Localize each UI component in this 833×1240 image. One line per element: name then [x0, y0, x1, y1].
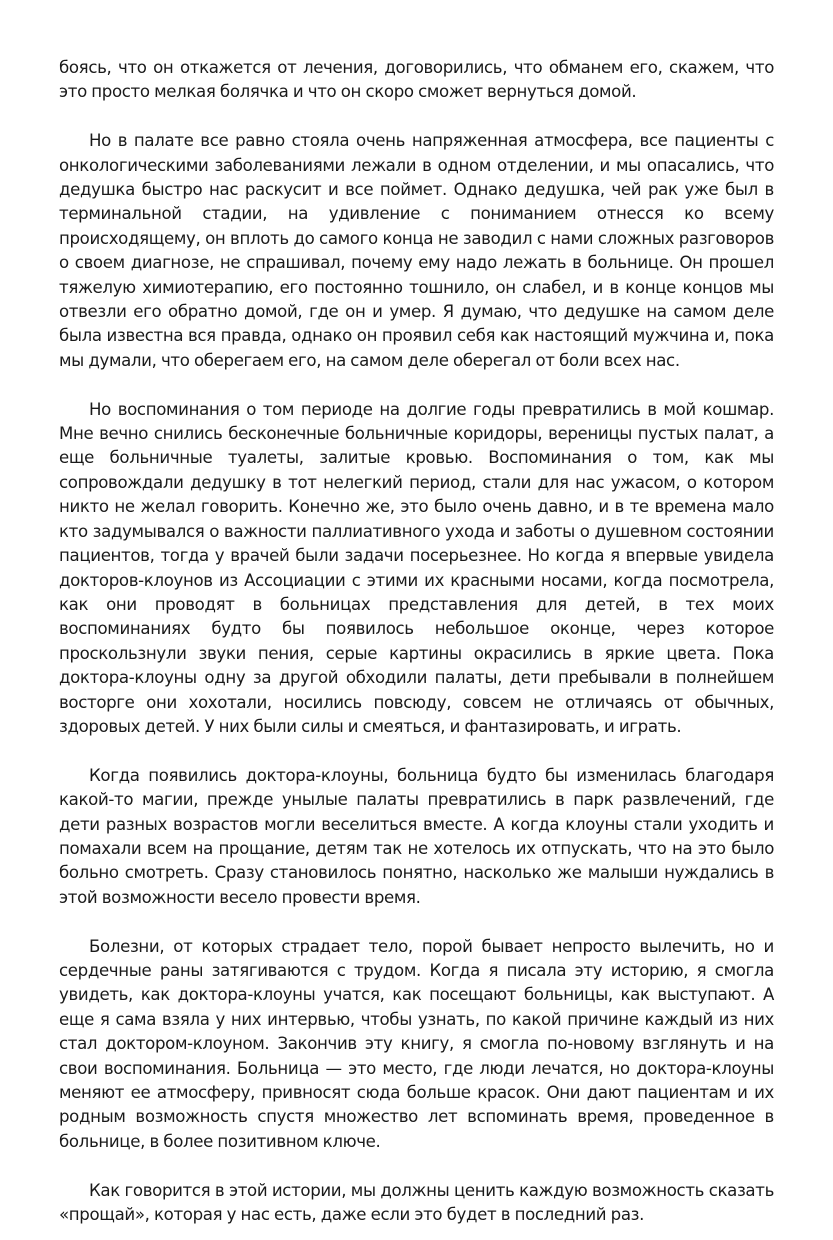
paragraph-3: Но воспоминания о том периоде на долгие годы превратились в мой кошмар. Мне вечно снились бесконечные больничные коридоры, вереницы пустых палат, а еще больничные туалеты, залитые кровью. Воспоминания о том, как мы сопровождали дедушку в тот нелегкий период, стали для нас ужасом, о котором никто не желал говорить. Конечно же, это было очень давно, и в те времена мало кто задумывался о важности паллиативного ухода и заботы о душевном состоянии пациентов, тогда у врачей были задачи посерьезнее. Но когда я впервые увидела докторов-клоунов из Ассоциации с этими их красными носами, когда посмотрела, как они проводят в больницах представления для детей, в тех моих воспоминаниях будто бы появилось небольшое оконце, через которое проскользнули звуки пения, серые картины окрасились в яркие цвета. Пока доктора-клоуны одну за другой обходили палаты, дети пребывали в полнейшем восторге они хохотали, носились повсюду, совсем не отличаясь от обычных, здоровых детей. У них были силы и смеяться, и фантазировать, и играть.	[59, 399, 774, 736]
paragraph-4: Когда появились доктора-клоуны, больница будто бы изменилась благодаря какой-то магии, прежде унылые палаты превратились в парк развлечений, где дети разных возрастов могли веселиться вместе. А когда клоуны стали уходить и помахали всем на прощание, детям так не хотелось их отпускать, что на это было больно смотреть. Сразу становилось понятно, насколько же малыши нуждались в этой возможности весело провести время.	[59, 765, 774, 907]
paragraph-5: Болезни, от которых страдает тело, порой бывает непросто вылечить, но и сердечные раны затягиваются с трудом. Когда я писала эту историю, я смогла увидеть, как доктора-клоуны учатся, как посещают больницы, как выступают. А еще я сама взяла у них интервью, чтобы узнать, по какой причине каждый из них стал доктором-клоуном. Закончив эту книгу, я смогла по-новому взглянуть и на свои воспоминания. Больница — это место, где люди лечатся, но доктора-клоуны меняют ее атмосферу, привносят сюда больше красок. Они дают пациентам и их родным возможность спустя множество лет вспоминать время, проведенное в больнице, в более позитивном ключе.	[59, 936, 774, 1151]
document-page	[59, 56, 774, 1227]
paragraph-6: Как говорится в этой истории, мы должны ценить каждую возможность сказать «прощай», которая у нас есть, даже если это будет в последний раз.	[59, 1180, 774, 1225]
paragraph-2: Но в палате все равно стояла очень напряженная атмосфера, все пациенты с онкологическими заболеваниями лежали в одном отделении, и мы опасались, что дедушка быстро нас раскусит и все поймет. Однако дедушка, чей рак уже был в терминальной стадии, на удивление с пониманием отнесся ко всему происходящему, он вплоть до самого конца не заводил с нами сложных разговоров о своем диагнозе, не спрашивал, почему ему надо лежать в больнице. Он прошел тяжелую химиотерапию, его постоянно тошнило, он слабел, и в конце концов мы отвезли его обратно домой, где он и умер. Я думаю, что дедушке на самом деле была известна вся правда, однако он проявил себя как настоящий мужчина и, пока мы думали, что оберегаем его, на самом деле оберегал от боли всех нас.	[59, 131, 774, 370]
paragraph-1: боясь, что он откажется от лечения, договорились, что обманем его, скажем, что это просто мелкая болячка и что он скоро сможет вернуться домой.	[59, 58, 774, 102]
